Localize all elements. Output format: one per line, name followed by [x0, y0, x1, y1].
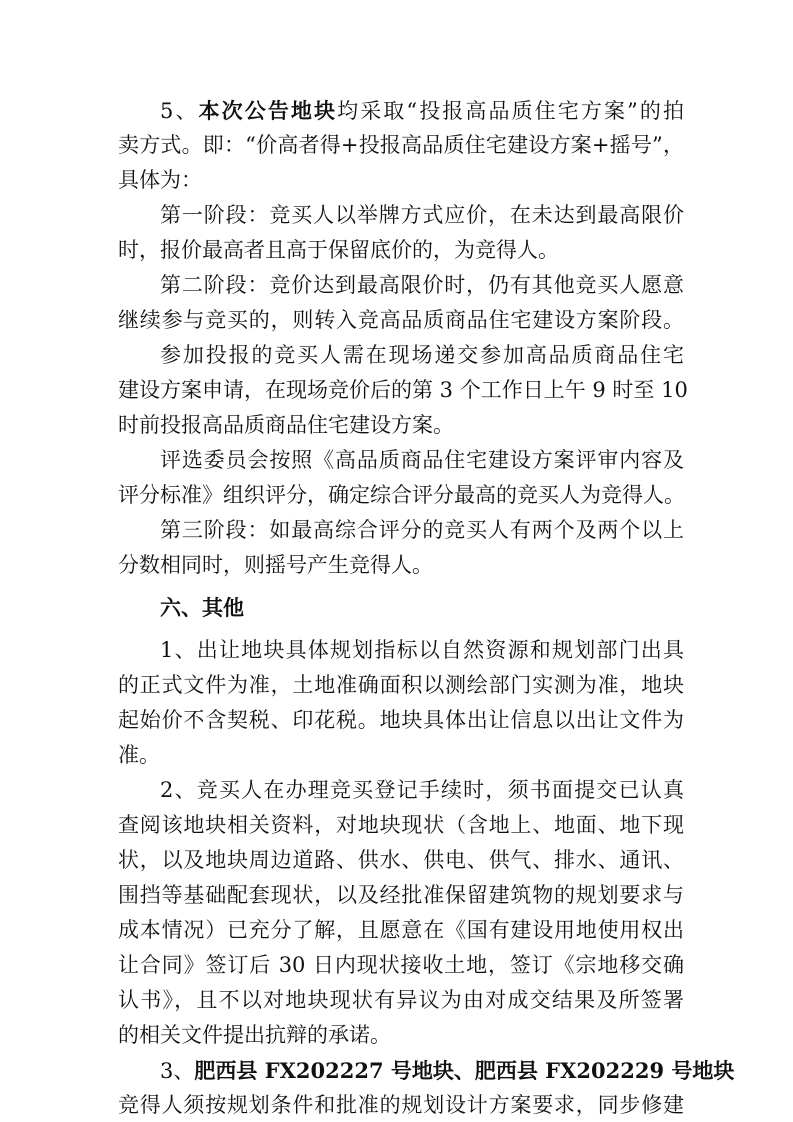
paragraph-line: 准。 [118, 743, 160, 767]
paragraph-line: 的相关文件提出抗辩的承诺。 [118, 1023, 391, 1047]
paragraph-line: 建设方案申请，在现场竞价后的第 3 个工作日上午 9 时至 10 [118, 378, 688, 402]
paragraph-line: 具体为： [118, 168, 202, 192]
paragraph-line: 竞得人须按规划条件和批准的规划设计方案要求，同步修建 [118, 1093, 684, 1117]
paragraph-line: 分数相同时，则摇号产生竞得人。 [118, 553, 433, 577]
paragraph-line: 卖方式。即：“价高者得+投报高品质住宅建设方案+摇号”， [118, 133, 684, 157]
paragraph-line: 查阅该地块相关资料，对地块现状（含地上、地面、地下现 [118, 813, 684, 837]
paragraph-line: 5、本次公告地块均采取“投报高品质住宅方案”的拍 [160, 98, 684, 123]
paragraph-line: 起始价不含契税、印花税。地块具体出让信息以出让文件为 [118, 708, 684, 732]
paragraph-line: 第三阶段：如最高综合评分的竞买人有两个及两个以上 [160, 518, 684, 542]
paragraph-line: 状，以及地块周边道路、供水、供电、供气、排水、通讯、 [118, 848, 684, 872]
paragraph-line: 认书》，且不以对地块现状有异议为由对成交结果及所签署 [118, 988, 684, 1012]
paragraph-line: 第二阶段：竞价达到最高限价时，仍有其他竞买人愿意 [160, 273, 684, 297]
paragraph-line: 时前投报高品质商品住宅建设方案。 [118, 413, 454, 437]
paragraph-line: 评选委员会按照《高品质商品住宅建设方案评审内容及 [160, 448, 684, 472]
paragraph-line: 成本情况）已充分了解，且愿意在《国有建设用地使用权出 [118, 918, 684, 942]
paragraph-line: 让合同》签订后 30 日内现状接收土地，签订《宗地移交确 [118, 953, 684, 977]
paragraph-line: 时，报价最高者且高于保留底价的，为竞得人。 [118, 238, 559, 262]
paragraph-line: 围挡等基础配套现状，以及经批准保留建筑物的规划要求与 [118, 883, 684, 907]
paragraph-line: 参加投报的竞买人需在现场递交参加高品质商品住宅 [160, 343, 684, 367]
paragraph-line: 继续参与竞买的，则转入竞高品质商品住宅建设方案阶段。 [118, 308, 684, 332]
paragraph-line: 1、出让地块具体规划指标以自然资源和规划部门出具 [160, 638, 684, 662]
section-heading: 六、其他 [160, 595, 244, 620]
paragraph-line: 评分标准》组织评分，确定综合评分最高的竞买人为竞得人。 [118, 483, 685, 507]
paragraph-line: 3、肥西县 FX202227 号地块、肥西县 FX202229 号地块 [160, 1058, 735, 1083]
paragraph-line: 2、竞买人在办理竞买登记手续时，须书面提交已认真 [160, 778, 684, 802]
paragraph-line: 第一阶段：竞买人以举牌方式应价，在未达到最高限价 [160, 203, 684, 227]
paragraph-line: 的正式文件为准，土地准确面积以测绘部门实测为准，地块 [118, 673, 684, 697]
